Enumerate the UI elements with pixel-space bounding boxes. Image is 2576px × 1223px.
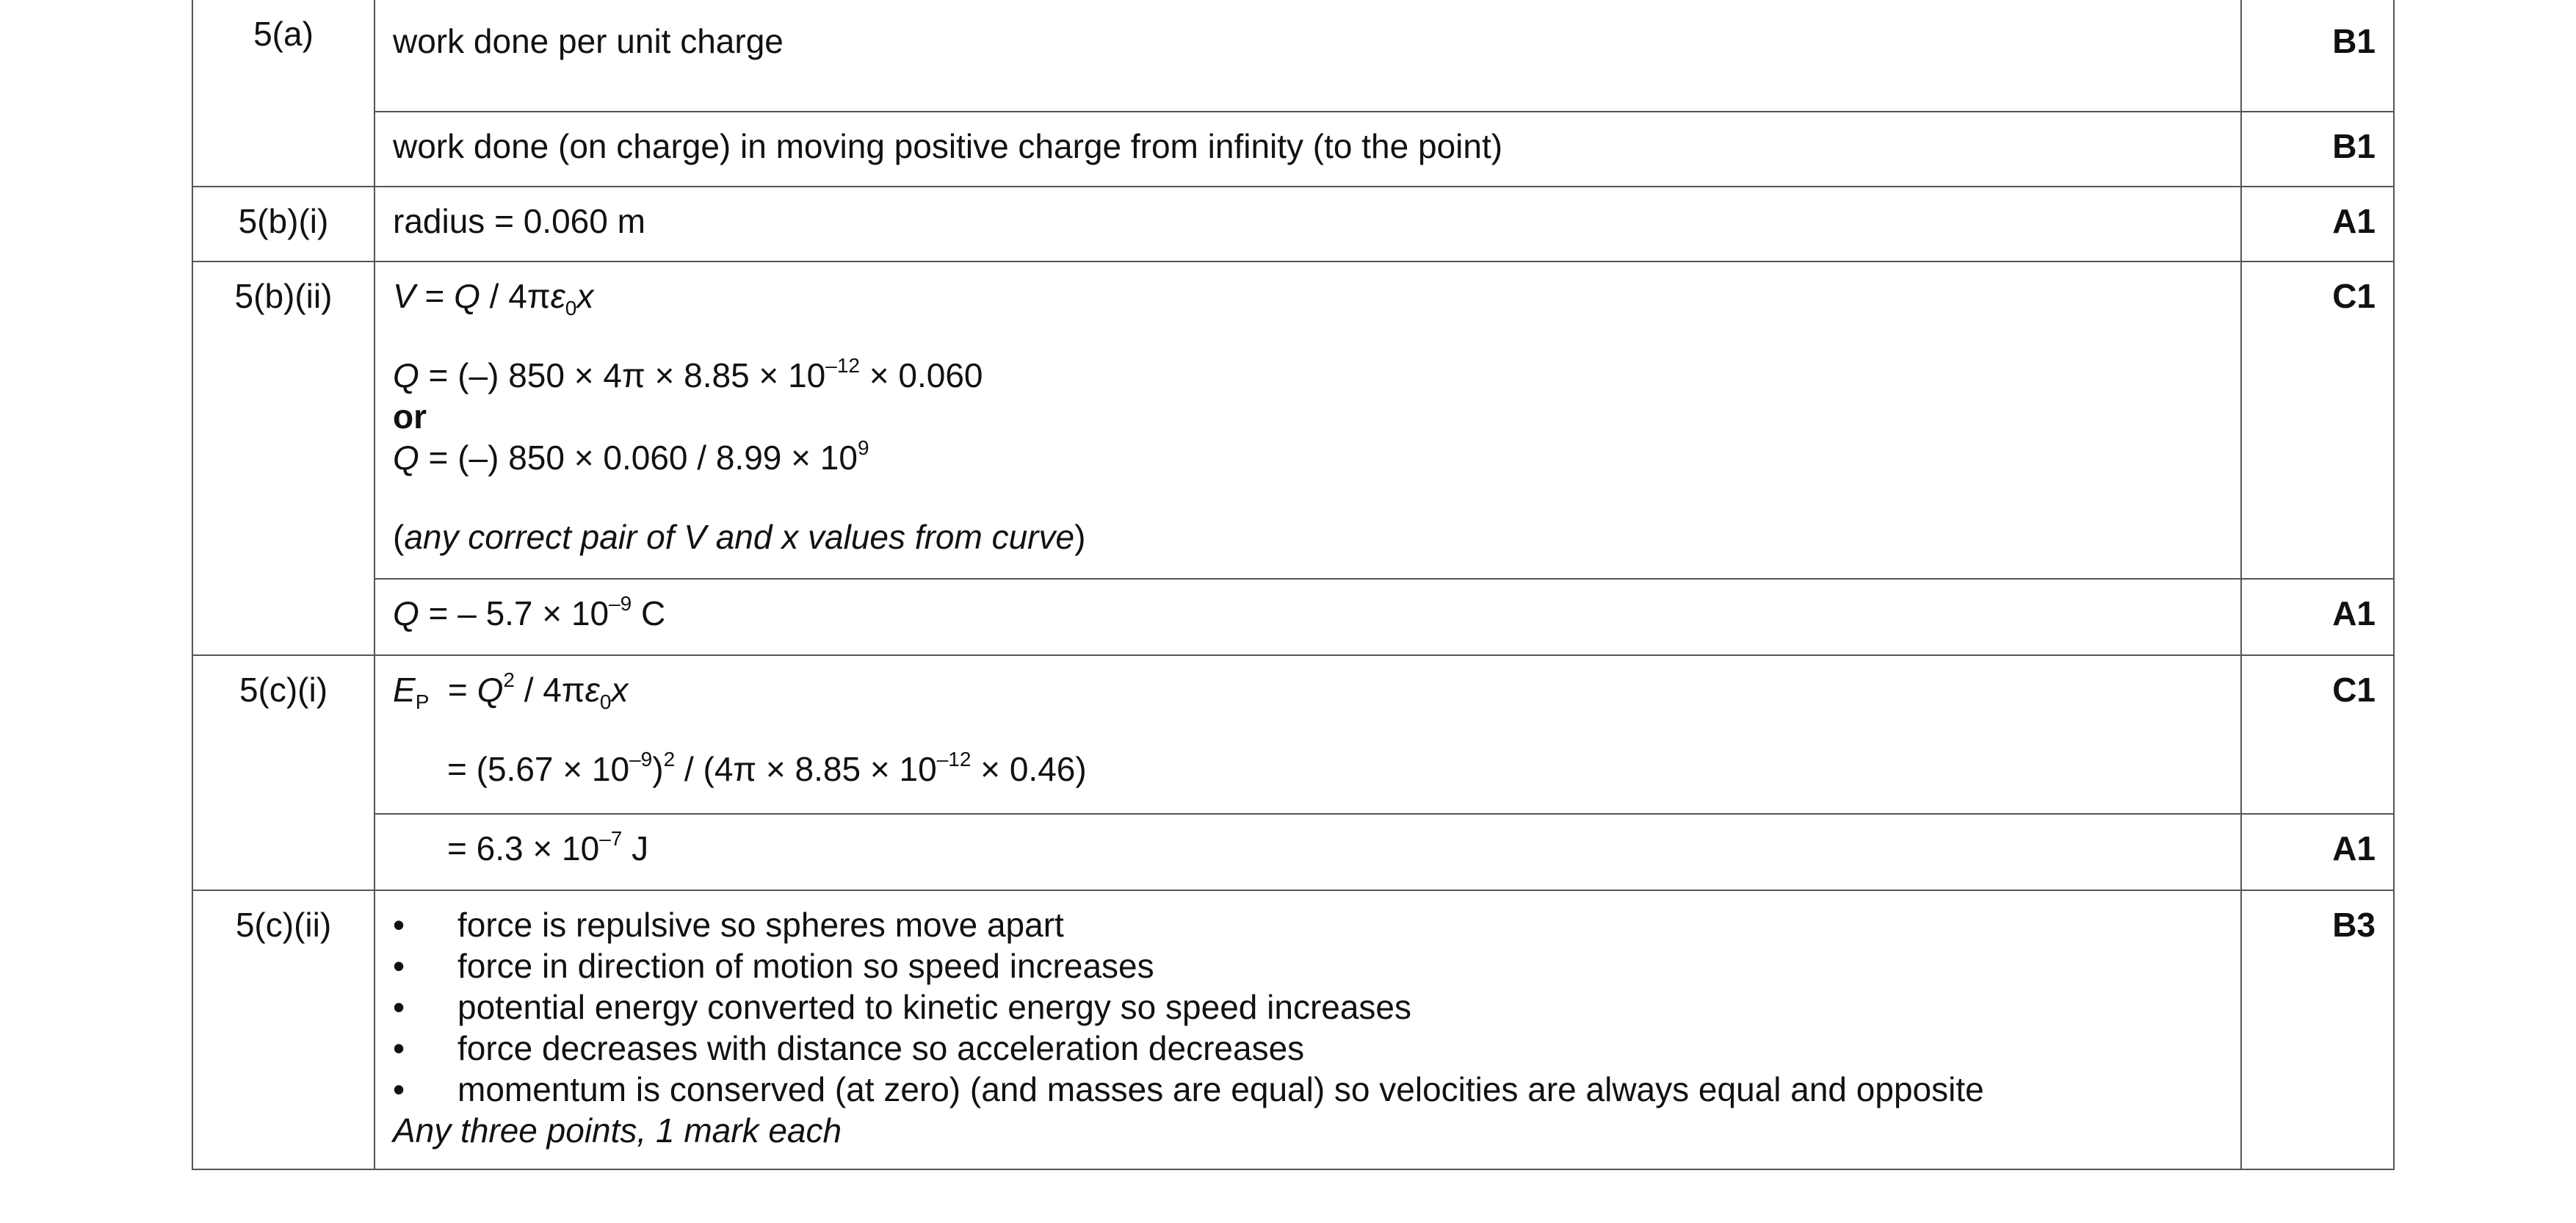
or-label: or xyxy=(393,397,427,436)
answer-cell xyxy=(375,112,2241,187)
formula-potential: $V = Q / 4\pi\varepsilon_0x$ xyxy=(393,277,594,320)
answer-text: Q = – $5.7 \times 10^{-9}$ C xyxy=(393,591,666,632)
mark-cell: B1 xyxy=(2241,0,2394,112)
answer-cell xyxy=(375,187,2241,261)
bullet-icon: • xyxy=(393,1070,405,1108)
marking-points-list xyxy=(393,904,2226,1110)
mark-cell: C1 xyxy=(2241,655,2394,814)
guidance-note: (any correct pair of V and x values from curve) xyxy=(393,518,1086,556)
bullet-icon: • xyxy=(393,947,405,985)
table-row xyxy=(192,112,2394,187)
answer-text: work done per unit charge xyxy=(393,22,784,60)
list-item: • force is repulsive so spheres move apart xyxy=(393,906,1064,944)
mark-cell: A1 xyxy=(2241,579,2394,655)
table-row xyxy=(192,187,2394,261)
mark-cell: B3 xyxy=(2241,890,2394,1169)
marking-note: Any three points, 1 mark each xyxy=(393,1111,842,1150)
list-item: • potential energy converted to kinetic energy so speed increases xyxy=(393,988,1412,1026)
mark-cell: C1 xyxy=(2241,261,2394,579)
table-row xyxy=(192,655,2394,814)
answer-cell xyxy=(375,814,2241,890)
answer-text: work done (on charge) in moving positive charge from infinity (to the point) xyxy=(393,127,1503,165)
table-row xyxy=(192,0,2394,112)
list-item: • force in direction of motion so speed increases xyxy=(393,947,1154,985)
answer-text: = $6.3 \times 10^{-7}$ J xyxy=(447,826,649,867)
table-row xyxy=(192,890,2394,1169)
bullet-icon: • xyxy=(393,988,405,1026)
substitution-energy: = $(5.67 \times 10^{-9})^2 / (4\pi \times 8.85 \times 10^{-12} \times 0.46)$ xyxy=(447,747,1087,788)
formula-energy: $E_P = Q^2 / 4\pi\varepsilon_0x$ xyxy=(393,668,629,714)
list-item: • force decreases with distance so acceleration decreases xyxy=(393,1029,1305,1067)
question-number: 5(b)(i) xyxy=(192,187,375,261)
substitution-1: Q = (–) $850 \times 4\pi \times 8.85 \times 10^{-12} \times 0.060$ xyxy=(393,353,983,394)
bullet-icon: • xyxy=(393,906,405,944)
list-item: • momentum is conserved (at zero) (and masses are equal) so velocities are always equal and opposite xyxy=(393,1070,1984,1108)
substitution-2: Q = (–) $850 \times 0.060 / 8.99 \times 10^9$ xyxy=(393,436,869,477)
answer-cell xyxy=(375,655,2241,814)
table-row xyxy=(192,814,2394,890)
answer-cell xyxy=(375,261,2241,579)
mark-cell: B1 xyxy=(2241,112,2394,187)
table-row xyxy=(192,579,2394,655)
mark-cell: A1 xyxy=(2241,814,2394,890)
answer-text: radius = 0.060 m xyxy=(393,202,645,240)
answer-cell xyxy=(375,579,2241,655)
question-number: 5(c)(ii) xyxy=(192,890,375,1169)
bullet-icon: • xyxy=(393,1029,405,1067)
answer-cell xyxy=(375,0,2241,112)
question-number: 5(c)(i) xyxy=(192,655,375,890)
table-row xyxy=(192,261,2394,579)
mark-scheme-table xyxy=(192,0,2395,1170)
question-number: 5(a) xyxy=(192,0,375,187)
mark-cell: A1 xyxy=(2241,187,2394,261)
answer-cell xyxy=(375,890,2241,1169)
question-number: 5(b)(ii) xyxy=(192,261,375,655)
